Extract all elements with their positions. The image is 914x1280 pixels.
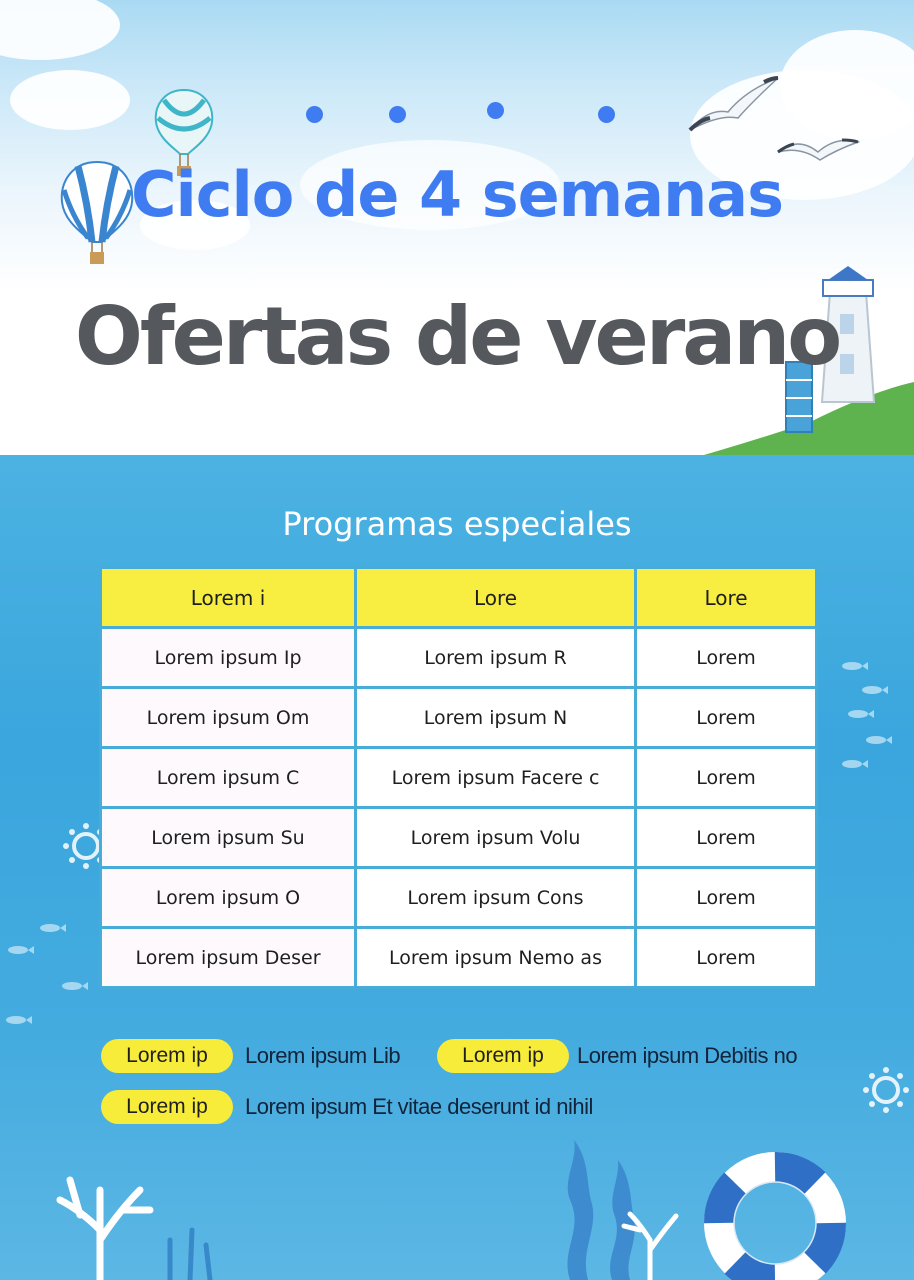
tag-pill: Lorem ip <box>101 1039 233 1073</box>
table-cell: Lorem <box>636 748 817 808</box>
tag-item <box>101 1039 400 1073</box>
table-cell: Lorem ipsum R <box>356 628 636 688</box>
tag-text: Lorem ipsum Debitis no <box>577 1043 798 1068</box>
dots-decoration <box>0 106 914 126</box>
tag-pill: Lorem ip <box>101 1090 233 1124</box>
table-cell: Lorem ipsum Cons <box>356 868 636 928</box>
dot <box>598 106 615 123</box>
table-cell: Lorem ipsum N <box>356 688 636 748</box>
table-row <box>101 628 817 688</box>
page-title: Ofertas de verano <box>74 290 840 383</box>
column-header: Lore <box>356 568 636 628</box>
coral-icon <box>40 1170 220 1280</box>
table-header-row <box>101 568 817 628</box>
table-row <box>101 688 817 748</box>
dot <box>306 106 323 123</box>
fish-icon <box>0 920 100 1040</box>
table-cell: Lorem <box>636 928 817 988</box>
table-row <box>101 808 817 868</box>
coral-icon <box>600 1200 700 1280</box>
subtitle: Ciclo de 4 semanas <box>131 158 783 231</box>
sun-ring-icon <box>862 1066 910 1114</box>
table-cell: Lorem <box>636 868 817 928</box>
life-ring-icon <box>700 1148 850 1280</box>
table-row <box>101 928 817 988</box>
table-row <box>101 868 817 928</box>
tag-text: Lorem ipsum Lib <box>245 1043 401 1068</box>
table-cell: Lorem ipsum O <box>101 868 356 928</box>
tag-item <box>437 1039 797 1073</box>
table-cell: Lorem ipsum Om <box>101 688 356 748</box>
tag-text: Lorem ipsum Et vitae deserunt id nihil <box>245 1094 593 1119</box>
table-cell: Lorem <box>636 808 817 868</box>
table-cell: Lorem ipsum Volu <box>356 808 636 868</box>
table-cell: Lorem <box>636 688 817 748</box>
tag-pill: Lorem ip <box>437 1039 569 1073</box>
table-cell: Lorem ipsum Su <box>101 808 356 868</box>
table-cell: Lorem ipsum Deser <box>101 928 356 988</box>
offers-table <box>99 566 818 989</box>
table-cell: Lorem <box>636 628 817 688</box>
dot <box>389 106 406 123</box>
tag-item <box>101 1090 593 1124</box>
table-cell: Lorem ipsum Nemo as <box>356 928 636 988</box>
section-heading: Programas especiales <box>282 505 632 543</box>
column-header: Lore <box>636 568 817 628</box>
seagull-icon <box>686 72 782 136</box>
column-header: Lorem i <box>101 568 356 628</box>
table-row <box>101 748 817 808</box>
dot <box>487 102 504 119</box>
table-cell: Lorem ipsum Ip <box>101 628 356 688</box>
fish-icon <box>832 660 902 770</box>
table-cell: Lorem ipsum C <box>101 748 356 808</box>
table-cell: Lorem ipsum Facere c <box>356 748 636 808</box>
